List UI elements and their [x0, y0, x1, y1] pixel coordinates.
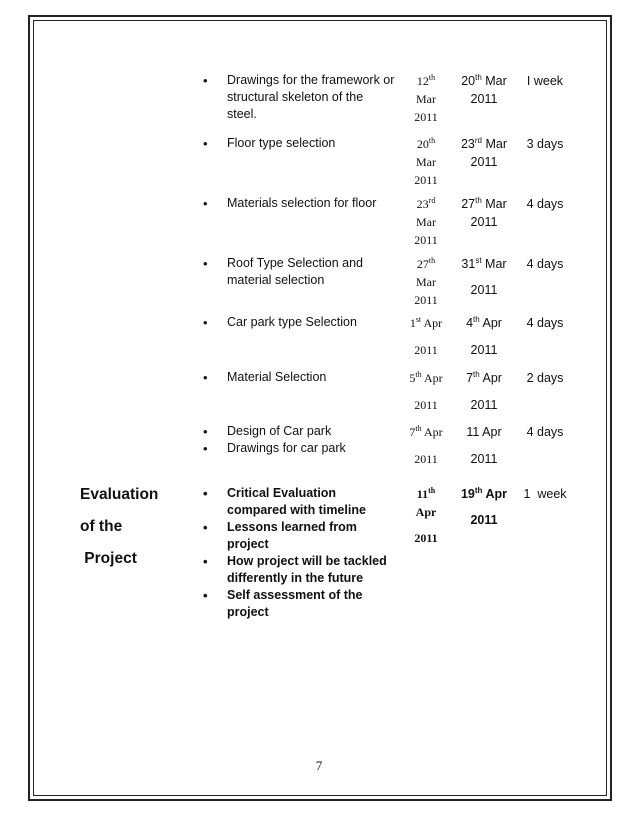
start-day-suffix: rd [428, 196, 436, 205]
start-date [395, 72, 457, 126]
task-item: • How project will be tackled differently in the future [200, 553, 395, 587]
end-year: 2011 [470, 513, 498, 527]
start-day: 5 [409, 371, 416, 385]
end-day: 11 [466, 425, 480, 439]
task-list [200, 255, 395, 289]
start-year: 2011 [414, 452, 438, 466]
end-month: Mar [485, 257, 507, 271]
start-day: 12 [416, 74, 429, 88]
start-month: Apr [423, 425, 443, 439]
start-month: Mar [416, 92, 436, 106]
duration: 4 days [526, 257, 564, 271]
task-item: • Roof Type Selection and material selection [200, 255, 395, 289]
end-month: Mar [485, 74, 507, 88]
end-date [455, 485, 513, 529]
start-day: 11 [416, 487, 429, 501]
end-day: 19 [460, 487, 475, 501]
start-date [395, 423, 457, 468]
end-date [455, 255, 513, 299]
task-list [200, 423, 395, 457]
end-year: 2011 [470, 398, 498, 412]
start-month: Mar [416, 155, 436, 169]
start-month: Apr [423, 316, 443, 330]
end-day-suffix: st [475, 255, 482, 265]
start-day-suffix: th [428, 73, 436, 82]
end-day: 31 [461, 257, 476, 271]
start-date [395, 135, 457, 189]
start-date [395, 485, 457, 547]
task-item: • Drawings for the framework or structural skeleton of the steel. [200, 72, 395, 123]
start-month: Apr [423, 371, 443, 385]
end-year: 2011 [470, 452, 498, 466]
end-day-suffix: th [473, 369, 480, 379]
start-day-suffix: th [415, 370, 422, 379]
end-year: 2011 [470, 92, 498, 106]
end-day: 7 [466, 371, 474, 385]
end-day: 23 [460, 137, 475, 151]
end-year: 2011 [470, 155, 498, 169]
start-date [395, 314, 457, 359]
start-year: 2011 [414, 173, 438, 187]
end-year: 2011 [470, 283, 498, 297]
end-date [455, 423, 513, 468]
start-year: 2011 [414, 110, 438, 124]
end-day-suffix: th [473, 314, 480, 324]
end-day-suffix: rd [474, 135, 482, 145]
start-day-suffix: th [428, 486, 436, 495]
end-year: 2011 [470, 215, 498, 229]
duration: 4 days [526, 425, 564, 439]
task-item: • Lessons learned from project [200, 519, 395, 553]
duration: 4 days [526, 197, 564, 211]
task-item: • Car park type Selection [200, 314, 395, 331]
end-month: Apr [482, 371, 502, 385]
start-date [395, 255, 457, 309]
end-date [455, 369, 513, 414]
end-month: Mar [485, 137, 508, 151]
start-day: 27 [416, 257, 429, 271]
page-number: 7 [315, 758, 323, 773]
end-day-suffix: th [475, 195, 482, 205]
start-day-suffix: th [428, 136, 436, 145]
phase-label [80, 485, 158, 569]
end-month: Mar [485, 197, 507, 211]
start-date [395, 195, 457, 249]
duration: 1 week [523, 487, 567, 501]
start-year: 2011 [414, 343, 438, 357]
end-month: Apr [482, 316, 502, 330]
end-day-suffix: th [474, 485, 483, 495]
task-list [200, 135, 395, 152]
start-year: 2011 [414, 531, 438, 545]
phase-label-line: of the [80, 518, 123, 535]
start-day: 1 [409, 316, 416, 330]
start-month: Mar [416, 275, 436, 289]
task-list [200, 369, 395, 386]
end-month: Apr [482, 425, 502, 439]
start-day: 7 [409, 425, 416, 439]
end-day-suffix: th [475, 72, 482, 82]
start-day-suffix: st [415, 315, 422, 324]
phase-label-line: Evaluation [80, 486, 159, 503]
end-day: 27 [461, 197, 476, 211]
start-day: 23 [416, 197, 429, 211]
task-list [200, 485, 395, 621]
task-list [200, 195, 395, 212]
duration: 3 days [526, 137, 564, 151]
end-date [455, 195, 513, 231]
phase-label-line: Project [80, 550, 137, 567]
start-day: 20 [416, 137, 429, 151]
task-item: • Critical Evaluation compared with timeline [200, 485, 395, 519]
end-year: 2011 [470, 343, 498, 357]
start-year: 2011 [414, 233, 438, 247]
end-date [455, 135, 513, 171]
task-item: • Material Selection [200, 369, 395, 386]
start-month: Mar [416, 215, 436, 229]
start-day-suffix: th [415, 424, 422, 433]
end-day: 20 [461, 74, 476, 88]
task-item: • Design of Car park [200, 423, 395, 440]
task-item: • Floor type selection [200, 135, 395, 152]
start-day-suffix: th [428, 256, 436, 265]
end-date [455, 72, 513, 108]
end-date [455, 314, 513, 359]
start-year: 2011 [414, 398, 438, 412]
start-month: Apr [415, 505, 437, 519]
duration: 4 days [526, 316, 564, 330]
end-day: 4 [466, 316, 474, 330]
task-item: • Self assessment of the project [200, 587, 395, 621]
duration: 2 days [526, 371, 564, 385]
duration: I week [526, 74, 564, 88]
start-year: 2011 [414, 293, 438, 307]
task-item: • Drawings for car park [200, 440, 395, 457]
start-date [395, 369, 457, 414]
end-month: Apr [485, 487, 507, 501]
task-list [200, 314, 395, 331]
task-list [200, 72, 395, 123]
task-item: • Materials selection for floor [200, 195, 395, 212]
